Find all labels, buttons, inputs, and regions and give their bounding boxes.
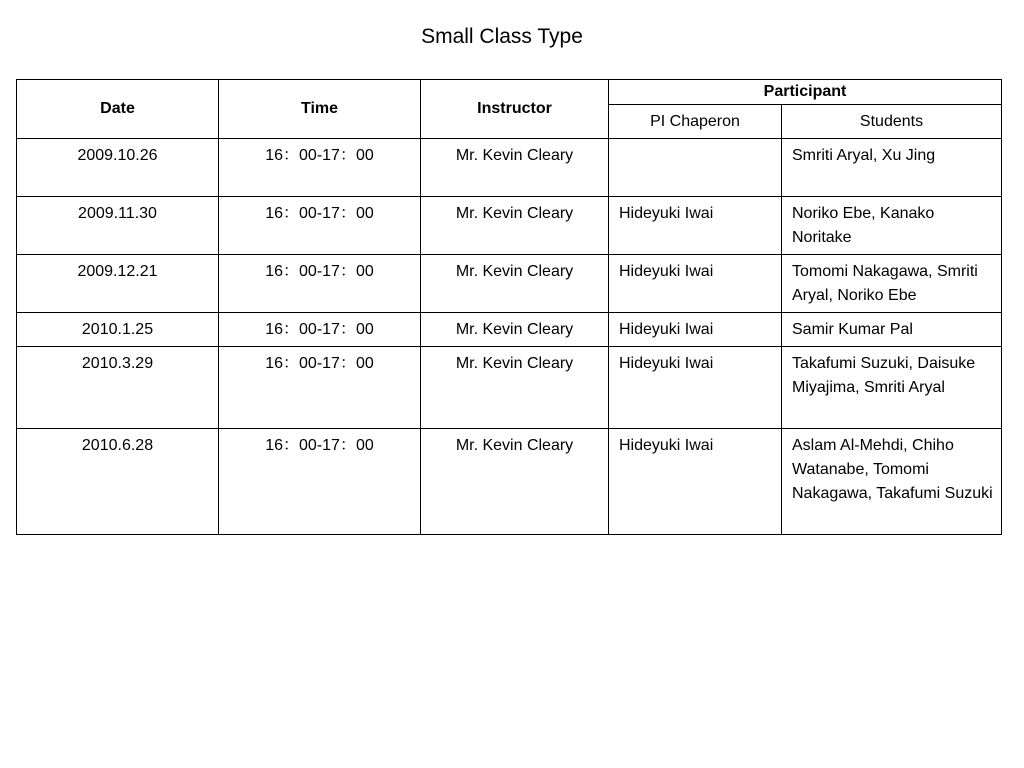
table-row — [17, 197, 1002, 255]
cell-time: 16：00-17：00 — [219, 429, 421, 535]
cell-pi-chaperon — [609, 139, 782, 197]
cell-date: 2009.12.21 — [17, 255, 219, 313]
table-header — [17, 80, 1002, 139]
cell-students: Aslam Al-Mehdi, Chiho Watanabe, Tomomi Nakagawa, Takafumi Suzuki — [782, 429, 1002, 535]
cell-date: 2010.3.29 — [17, 347, 219, 429]
cell-students: Noriko Ebe, Kanako Noritake — [782, 197, 1002, 255]
cell-date: 2010.1.25 — [17, 313, 219, 347]
cell-pi-chaperon: Hideyuki Iwai — [609, 255, 782, 313]
table-row — [17, 255, 1002, 313]
cell-date: 2010.6.28 — [17, 429, 219, 535]
cell-time: 16：00-17：00 — [219, 139, 421, 197]
header-time: Time — [219, 80, 421, 139]
header-participant: Participant — [609, 80, 1002, 105]
cell-students: Smriti Aryal, Xu Jing — [782, 139, 1002, 197]
table-row — [17, 347, 1002, 429]
cell-pi-chaperon: Hideyuki Iwai — [609, 313, 782, 347]
cell-time: 16：00-17：00 — [219, 313, 421, 347]
cell-instructor: Mr. Kevin Cleary — [421, 255, 609, 313]
schedule-table — [16, 79, 1002, 535]
cell-time: 16：00-17：00 — [219, 347, 421, 429]
cell-instructor: Mr. Kevin Cleary — [421, 429, 609, 535]
cell-students: Samir Kumar Pal — [782, 313, 1002, 347]
cell-pi-chaperon: Hideyuki Iwai — [609, 197, 782, 255]
header-pi-chaperon: PI Chaperon — [609, 105, 782, 139]
table-row — [17, 313, 1002, 347]
cell-students: Tomomi Nakagawa, Smriti Aryal, Noriko Ebe — [782, 255, 1002, 313]
header-instructor: Instructor — [421, 80, 609, 139]
header-students: Students — [782, 105, 1002, 139]
table-body — [17, 139, 1002, 535]
cell-time: 16：00-17：00 — [219, 255, 421, 313]
cell-pi-chaperon: Hideyuki Iwai — [609, 429, 782, 535]
table-row — [17, 429, 1002, 535]
cell-time: 16：00-17：00 — [219, 197, 421, 255]
table-row — [17, 139, 1002, 197]
header-date: Date — [17, 80, 219, 139]
cell-instructor: Mr. Kevin Cleary — [421, 313, 609, 347]
cell-date: 2009.11.30 — [17, 197, 219, 255]
cell-instructor: Mr. Kevin Cleary — [421, 197, 609, 255]
cell-instructor: Mr. Kevin Cleary — [421, 139, 609, 197]
cell-students: Takafumi Suzuki, Daisuke Miyajima, Smriti Aryal — [782, 347, 1002, 429]
cell-date: 2009.10.26 — [17, 139, 219, 197]
cell-instructor: Mr. Kevin Cleary — [421, 347, 609, 429]
page-title: Small Class Type — [421, 25, 583, 48]
cell-pi-chaperon: Hideyuki Iwai — [609, 347, 782, 429]
header-row — [17, 80, 1002, 105]
